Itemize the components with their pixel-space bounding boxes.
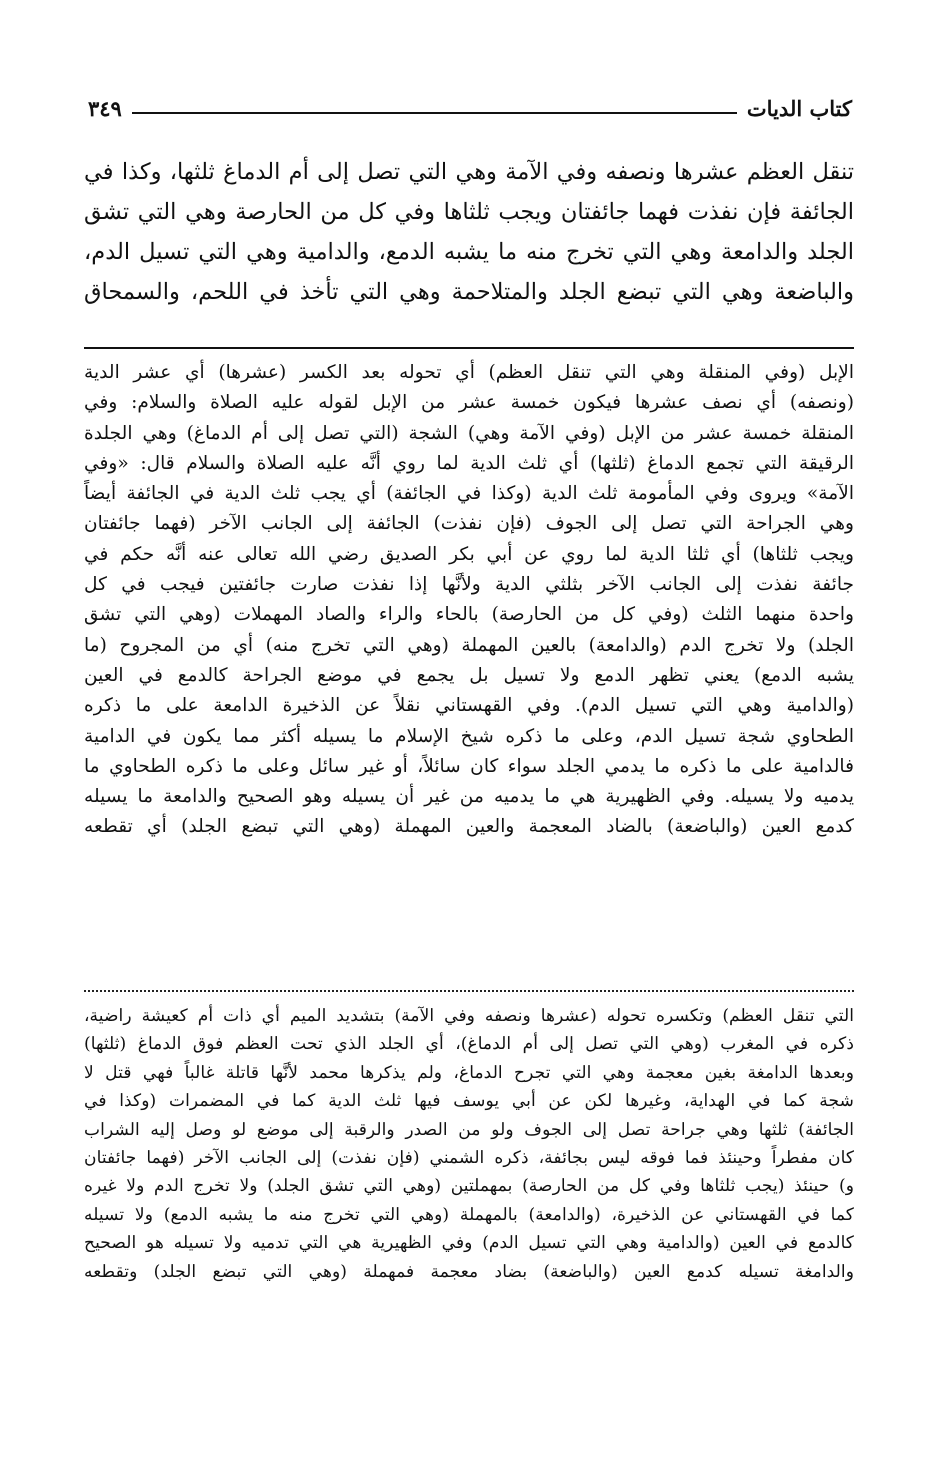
commentary-line: (ونصفه) أي نصف عشرها فيكون خمسة عشر من الإبل لقوله عليه الصلاة والسلام: وفي bbox=[84, 392, 854, 414]
page-number: ٣٤٩ bbox=[88, 95, 122, 121]
commentary-line: ذكره في المغرب (وهي التي تصل إلى أم الدماغ)، أي الجلد الذي تحت العظم فوق الدماغ (ثلثها) bbox=[84, 1034, 854, 1055]
commentary-line: يدميه ولا يسيله. وفي الظهيرية هي ما يدميه من غير أن يسيله وهو الصحيح والدامعة ما يسيله bbox=[84, 786, 854, 808]
commentary-line: يشبه الدمع) يعني تظهر الدمع ولا تسيل بل يجمع في موضع الجراحة كالدمع في العين bbox=[84, 664, 854, 686]
commentary-line: جائفة نفذت إلى الجانب الآخر بثلثي الدية ولأنَّها إذا نفذت صارت جائفتين فيجب في كل bbox=[84, 574, 854, 596]
running-header bbox=[88, 92, 852, 124]
commentary-line: و) حينئذ (يجب ثلثاها وفي كل من الحارصة) بمهملتين (وهي التي تشق الجلد) ولا تخرج الدم ولا غيره bbox=[84, 1176, 854, 1197]
commentary-line: واحدة منهما الثلث (وفي كل من الحارصة) بالحاء والراء والصاد المهملات (وهي التي تشق bbox=[84, 604, 854, 626]
dotted-divider bbox=[84, 990, 854, 992]
commentary-line: كالدمع في العين (والدامية وهي التي تسيل الدم) وفي الظهيرية هي التي تدميه ولا تسيله هو الصحيح bbox=[84, 1233, 854, 1254]
commentary-line: فالدامية على ما ذكره ما يدمي الجلد سواء كان سائلاً، أو غير سائل وعلى ما ذكره الطحاوي ما bbox=[84, 755, 854, 777]
commentary-line: التي تنقل العظم) وتكسره تحوله (عشرها ونصفه وفي الآمة) بتشديد الميم أي ذات أم كعيشة راضية، bbox=[84, 1006, 854, 1026]
main-line: الجلد والدامعة وهي التي تخرج منه ما يشبه الدمع، والدامية وهي التي تسيل الدم، bbox=[84, 239, 854, 265]
main-line: تنقل العظم عشرها ونصفه وفي الآمة وهي التي تصل إلى أم الدماغ ثلثها، وكذا في bbox=[84, 159, 854, 185]
main-line: والباضعة وهي التي تبضع الجلد والمتلاحمة وهي التي تأخذ في اللحم، والسمحاق bbox=[84, 279, 854, 305]
commentary-line: كما في القهستاني عن الذخيرة، (والدامعة) بالمهملة (وهي التي تخرج منه ما يشبه الدمع) ولا تسيله bbox=[84, 1204, 854, 1225]
commentary-line: وهي الجراحة التي تصل إلى الجوف (فإن نفذت) الجائفة إلى الجانب الآخر (فهما جائفتان bbox=[84, 513, 854, 535]
main-line: الجائفة فإن نفذت فهما جائفتان ويجب ثلثاها وفي كل من الحارصة وهي التي تشق bbox=[84, 199, 854, 225]
book-title: كتاب الديات bbox=[746, 95, 852, 121]
commentary-line: الإبل (وفي المنقلة وهي التي تنقل العظم) أي تحوله بعد الكسر (عشرها) أي عشر الدية bbox=[84, 362, 854, 383]
commentary-line: الطحاوي شجة تسيل الدم، وعلى ما ذكره شيخ الإسلام ما يسيله أكثر مما يكون في الدامية bbox=[84, 725, 854, 747]
commentary-line: والدامغة تسيله كدمع العين (والباضعة) بضاد معجمة فمهملة (وهي التي تبضع الجلد) وتقطعه bbox=[84, 1261, 854, 1282]
commentary-second bbox=[84, 1002, 854, 1286]
commentary-line: الجلد) ولا تخرج الدم (والدامعة) بالعين المهملة (وهي التي تخرج منه) أي من المجروح (ما bbox=[84, 634, 854, 656]
main-text bbox=[84, 152, 854, 312]
commentary-first bbox=[84, 358, 854, 843]
commentary-line: وبعدها الدامغة بغين معجمة وهي التي تجرح الدماغ، ولم يذكرها محمد لأنَّها قاتلة غالباً فهي قتل لا bbox=[84, 1062, 854, 1083]
commentary-divider bbox=[84, 347, 854, 349]
commentary-line: ويجب ثلثاها) أي ثلثا الدية لما روي عن أبي بكر الصديق رضي الله تعالى عنه أنَّه حكم في bbox=[84, 543, 854, 565]
commentary-line: المنقلة خمسة عشر من الإبل (وفي الآمة وهي) الشجة (التي تصل إلى أم الدماغ) وهي الجلدة bbox=[84, 422, 854, 444]
commentary-line: الرقيقة التي تجمع الدماغ (ثلثها) أي ثلث الدية لما روي أنَّه عليه الصلاة والسلام قال: «وفي bbox=[84, 452, 854, 474]
commentary-line: شجة كما في الهداية، وغيرها لكن عن أبي يوسف فيها ثلث الدية كما في المضمرات (وكذا في bbox=[84, 1091, 854, 1112]
header-rule bbox=[132, 112, 737, 114]
commentary-line: كان مفطراً وحينئذ فما فوقه ليس بجائفة، ذكره الشمني (فإن نفذت) إلى الجانب الآخر (فهما جائفتان bbox=[84, 1147, 854, 1168]
commentary-line: الجائفة) ثلثها وهي جراحة تصل إلى الجوف ولو من الصدر والرقبة إلى موضع لو وصل إليه الشراب bbox=[84, 1119, 854, 1140]
commentary-line: الآمة» ويروى وفي المأمومة ثلث الدية (وكذا في الجائفة) أي يجب ثلث الدية في الجائفة أيضاً bbox=[84, 483, 854, 505]
commentary-line: (والدامية وهي التي تسيل الدم). وفي القهستاني نقلاً عن الذخيرة الدامعة على ما ذكره bbox=[84, 695, 854, 717]
commentary-line: كدمع العين (والباضعة) بالضاد المعجمة والعين المهملة (وهي التي تبضع الجلد) أي تقطعه bbox=[84, 816, 854, 838]
